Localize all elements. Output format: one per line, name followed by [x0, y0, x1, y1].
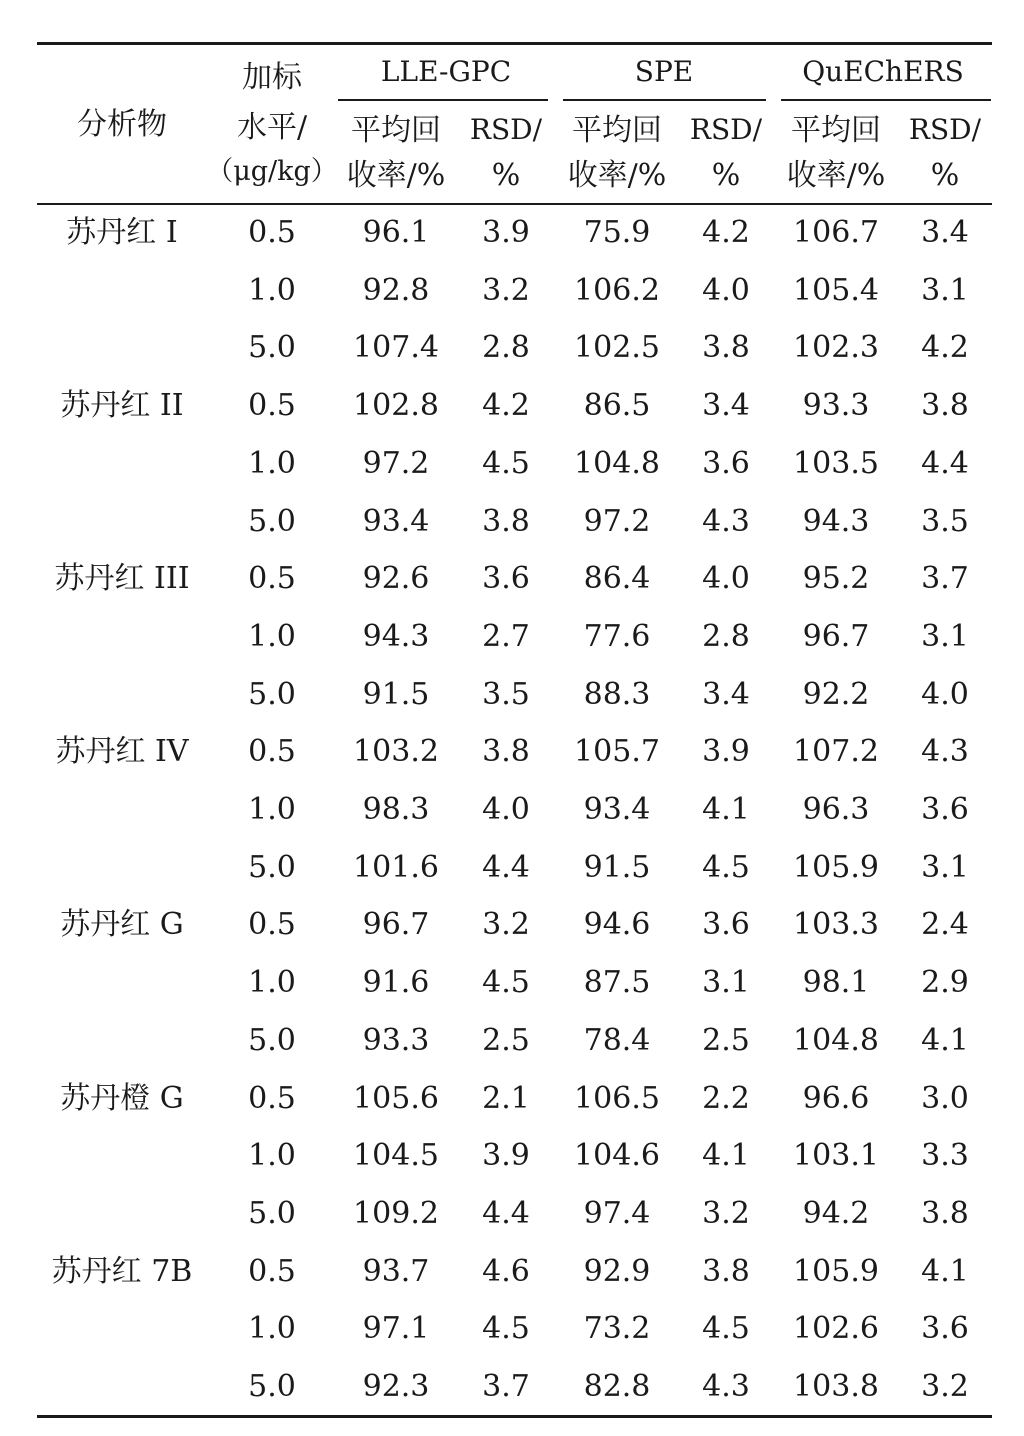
spike-level-cell: 5.0 [248, 504, 296, 539]
header-analyte: 分析物 [77, 107, 167, 142]
recovery-cell: 92.9 [583, 1254, 651, 1289]
recovery-cell: 78.4 [583, 1023, 651, 1058]
recovery-cell: 92.6 [362, 561, 430, 596]
rsd-cell: 4.0 [702, 273, 750, 308]
recovery-cell: 88.3 [583, 677, 651, 712]
header-spike-line2: 水平/ [236, 110, 308, 145]
spike-level-cell: 1.0 [248, 619, 296, 654]
analyte-cell: 苏丹红 7B [51, 1254, 193, 1289]
rsd-cell: 4.0 [921, 677, 969, 712]
rsd-cell: 4.3 [702, 504, 750, 539]
recovery-cell: 75.9 [583, 215, 651, 250]
spike-level-cell: 0.5 [248, 734, 296, 769]
recovery-cell: 103.8 [793, 1369, 879, 1404]
rsd-cell: 4.5 [482, 446, 530, 481]
spike-level-cell: 0.5 [248, 388, 296, 423]
recovery-cell: 106.5 [574, 1081, 660, 1116]
recovery-cell: 109.2 [353, 1196, 439, 1231]
recovery-cell: 103.5 [793, 446, 879, 481]
rsd-cell: 3.6 [702, 907, 750, 942]
recovery-cell: 106.2 [574, 273, 660, 308]
rsd-cell: 4.0 [482, 792, 530, 827]
rsd-cell: 4.1 [702, 1138, 750, 1173]
rsd-cell: 2.1 [482, 1081, 530, 1116]
recovery-cell: 87.5 [583, 965, 651, 1000]
header-rsd-line1: RSD/ [689, 113, 763, 146]
header-recovery-line2: 收率/% [786, 158, 886, 193]
spike-level-cell: 0.5 [248, 1081, 296, 1116]
recovery-cell: 102.6 [793, 1311, 879, 1346]
header-group-quechers: QuEChERS [802, 55, 964, 88]
spike-level-cell: 5.0 [248, 677, 296, 712]
recovery-cell: 105.9 [793, 1254, 879, 1289]
rsd-cell: 4.5 [482, 1311, 530, 1346]
recovery-cell: 97.1 [362, 1311, 430, 1346]
rsd-cell: 3.9 [482, 215, 530, 250]
rsd-cell: 3.2 [702, 1196, 750, 1231]
rsd-cell: 3.5 [482, 677, 530, 712]
header-recovery-line1: 平均回 [351, 113, 441, 148]
spike-level-cell: 1.0 [248, 273, 296, 308]
rsd-cell: 4.5 [482, 965, 530, 1000]
rsd-cell: 4.0 [702, 561, 750, 596]
spike-level-cell: 5.0 [248, 330, 296, 365]
spike-level-cell: 5.0 [248, 1196, 296, 1231]
recovery-cell: 104.5 [353, 1138, 439, 1173]
table-top-rule [37, 42, 992, 45]
analyte-cell: 苏丹红 IV [55, 734, 189, 769]
header-recovery-line1: 平均回 [791, 113, 881, 148]
spike-level-cell: 0.5 [248, 215, 296, 250]
rsd-cell: 3.8 [482, 504, 530, 539]
analyte-cell: 苏丹红 II [60, 388, 184, 423]
header-recovery-line2: 收率/% [567, 158, 667, 193]
rsd-cell: 3.6 [921, 792, 969, 827]
rsd-cell: 3.4 [921, 215, 969, 250]
recovery-cell: 93.4 [362, 504, 430, 539]
recovery-cell: 101.6 [353, 850, 439, 885]
recovery-cell: 94.3 [802, 504, 870, 539]
recovery-cell: 104.8 [574, 446, 660, 481]
table-bottom-rule [37, 1415, 992, 1418]
recovery-cell: 94.2 [802, 1196, 870, 1231]
rsd-cell: 3.2 [482, 273, 530, 308]
spike-level-cell: 0.5 [248, 1254, 296, 1289]
recovery-cell: 94.3 [362, 619, 430, 654]
recovery-cell: 93.7 [362, 1254, 430, 1289]
spike-level-cell: 1.0 [248, 446, 296, 481]
header-spike-line3: （μg/kg） [206, 156, 338, 187]
rsd-cell: 3.1 [921, 850, 969, 885]
recovery-cell: 77.6 [583, 619, 651, 654]
rsd-cell: 4.6 [482, 1254, 530, 1289]
recovery-cell: 93.4 [583, 792, 651, 827]
spike-level-cell: 1.0 [248, 1138, 296, 1173]
rsd-cell: 3.8 [921, 1196, 969, 1231]
spike-level-cell: 0.5 [248, 907, 296, 942]
recovery-cell: 96.1 [362, 215, 430, 250]
rsd-cell: 4.2 [482, 388, 530, 423]
recovery-cell: 102.5 [574, 330, 660, 365]
rsd-cell: 2.8 [702, 619, 750, 654]
header-rsd-line2: % [711, 158, 741, 193]
group-rule-spe [563, 99, 766, 101]
recovery-cell: 92.3 [362, 1369, 430, 1404]
recovery-cell: 105.7 [574, 734, 660, 769]
spike-level-cell: 1.0 [248, 965, 296, 1000]
analyte-cell: 苏丹红 I [66, 215, 178, 250]
spike-level-cell: 5.0 [248, 1369, 296, 1404]
recovery-cell: 82.8 [583, 1369, 651, 1404]
spike-level-cell: 5.0 [248, 850, 296, 885]
header-spike-line1: 加标 [242, 60, 302, 95]
recovery-cell: 96.7 [362, 907, 430, 942]
rsd-cell: 3.9 [482, 1138, 530, 1173]
recovery-cell: 107.2 [793, 734, 879, 769]
rsd-cell: 4.5 [702, 1311, 750, 1346]
recovery-cell: 97.4 [583, 1196, 651, 1231]
recovery-cell: 86.4 [583, 561, 651, 596]
rsd-cell: 4.3 [702, 1369, 750, 1404]
rsd-cell: 3.7 [482, 1369, 530, 1404]
recovery-cell: 102.8 [353, 388, 439, 423]
recovery-cell: 103.1 [793, 1138, 879, 1173]
rsd-cell: 3.0 [921, 1081, 969, 1116]
header-bottom-rule [37, 203, 992, 205]
rsd-cell: 2.2 [702, 1081, 750, 1116]
rsd-cell: 4.1 [921, 1023, 969, 1058]
recovery-cell: 96.3 [802, 792, 870, 827]
recovery-cell: 91.6 [362, 965, 430, 1000]
rsd-cell: 3.6 [482, 561, 530, 596]
recovery-cell: 91.5 [362, 677, 430, 712]
recovery-cell: 107.4 [353, 330, 439, 365]
rsd-cell: 4.4 [921, 446, 969, 481]
recovery-cell: 104.8 [793, 1023, 879, 1058]
rsd-cell: 3.5 [921, 504, 969, 539]
rsd-cell: 4.2 [921, 330, 969, 365]
recovery-cell: 102.3 [793, 330, 879, 365]
analyte-cell: 苏丹红 G [60, 907, 184, 942]
header-group-spe: SPE [634, 55, 694, 88]
rsd-cell: 2.4 [921, 907, 969, 942]
recovery-cell: 98.3 [362, 792, 430, 827]
header-recovery-line2: 收率/% [346, 158, 446, 193]
recovery-cell: 103.2 [353, 734, 439, 769]
rsd-cell: 3.2 [921, 1369, 969, 1404]
rsd-cell: 3.8 [702, 1254, 750, 1289]
rsd-cell: 3.8 [702, 330, 750, 365]
rsd-cell: 3.2 [482, 907, 530, 942]
rsd-cell: 4.1 [702, 792, 750, 827]
spike-level-cell: 1.0 [248, 792, 296, 827]
header-rsd-line2: % [930, 158, 960, 193]
rsd-cell: 4.3 [921, 734, 969, 769]
rsd-cell: 3.1 [921, 273, 969, 308]
rsd-cell: 2.5 [482, 1023, 530, 1058]
rsd-cell: 3.9 [702, 734, 750, 769]
recovery-cell: 96.6 [802, 1081, 870, 1116]
header-recovery-line1: 平均回 [572, 113, 662, 148]
rsd-cell: 2.5 [702, 1023, 750, 1058]
rsd-cell: 3.6 [921, 1311, 969, 1346]
recovery-cell: 93.3 [802, 388, 870, 423]
rsd-cell: 3.3 [921, 1138, 969, 1173]
spike-level-cell: 5.0 [248, 1023, 296, 1058]
spike-level-cell: 0.5 [248, 561, 296, 596]
rsd-cell: 3.6 [702, 446, 750, 481]
header-rsd-line1: RSD/ [469, 113, 543, 146]
recovery-cell: 105.4 [793, 273, 879, 308]
rsd-cell: 4.1 [921, 1254, 969, 1289]
rsd-cell: 4.2 [702, 215, 750, 250]
header-rsd-line2: % [491, 158, 521, 193]
rsd-cell: 3.1 [702, 965, 750, 1000]
recovery-cell: 92.2 [802, 677, 870, 712]
rsd-cell: 4.4 [482, 1196, 530, 1231]
group-rule-quechers [781, 99, 991, 101]
recovery-cell: 94.6 [583, 907, 651, 942]
rsd-cell: 3.4 [702, 388, 750, 423]
recovery-cell: 73.2 [583, 1311, 651, 1346]
rsd-cell: 2.8 [482, 330, 530, 365]
spike-level-cell: 1.0 [248, 1311, 296, 1346]
rsd-cell: 4.5 [702, 850, 750, 885]
rsd-cell: 3.7 [921, 561, 969, 596]
recovery-cell: 106.7 [793, 215, 879, 250]
rsd-cell: 4.4 [482, 850, 530, 885]
group-rule-lle-gpc [338, 99, 548, 101]
recovery-cell: 98.1 [802, 965, 870, 1000]
rsd-cell: 3.4 [702, 677, 750, 712]
recovery-cell: 95.2 [802, 561, 870, 596]
rsd-cell: 2.7 [482, 619, 530, 654]
recovery-cell: 96.7 [802, 619, 870, 654]
rsd-cell: 2.9 [921, 965, 969, 1000]
recovery-cell: 93.3 [362, 1023, 430, 1058]
header-rsd-line1: RSD/ [908, 113, 982, 146]
analyte-cell: 苏丹橙 G [60, 1081, 184, 1116]
recovery-cell: 103.3 [793, 907, 879, 942]
header-group-lle-gpc: LLE-GPC [380, 55, 512, 88]
recovery-cell: 86.5 [583, 388, 651, 423]
rsd-cell: 3.1 [921, 619, 969, 654]
rsd-cell: 3.8 [921, 388, 969, 423]
analyte-cell: 苏丹红 III [54, 561, 190, 596]
recovery-cell: 91.5 [583, 850, 651, 885]
recovery-cell: 97.2 [583, 504, 651, 539]
recovery-cell: 104.6 [574, 1138, 660, 1173]
recovery-cell: 92.8 [362, 273, 430, 308]
recovery-cell: 105.9 [793, 850, 879, 885]
recovery-cell: 105.6 [353, 1081, 439, 1116]
recovery-cell: 97.2 [362, 446, 430, 481]
rsd-cell: 3.8 [482, 734, 530, 769]
